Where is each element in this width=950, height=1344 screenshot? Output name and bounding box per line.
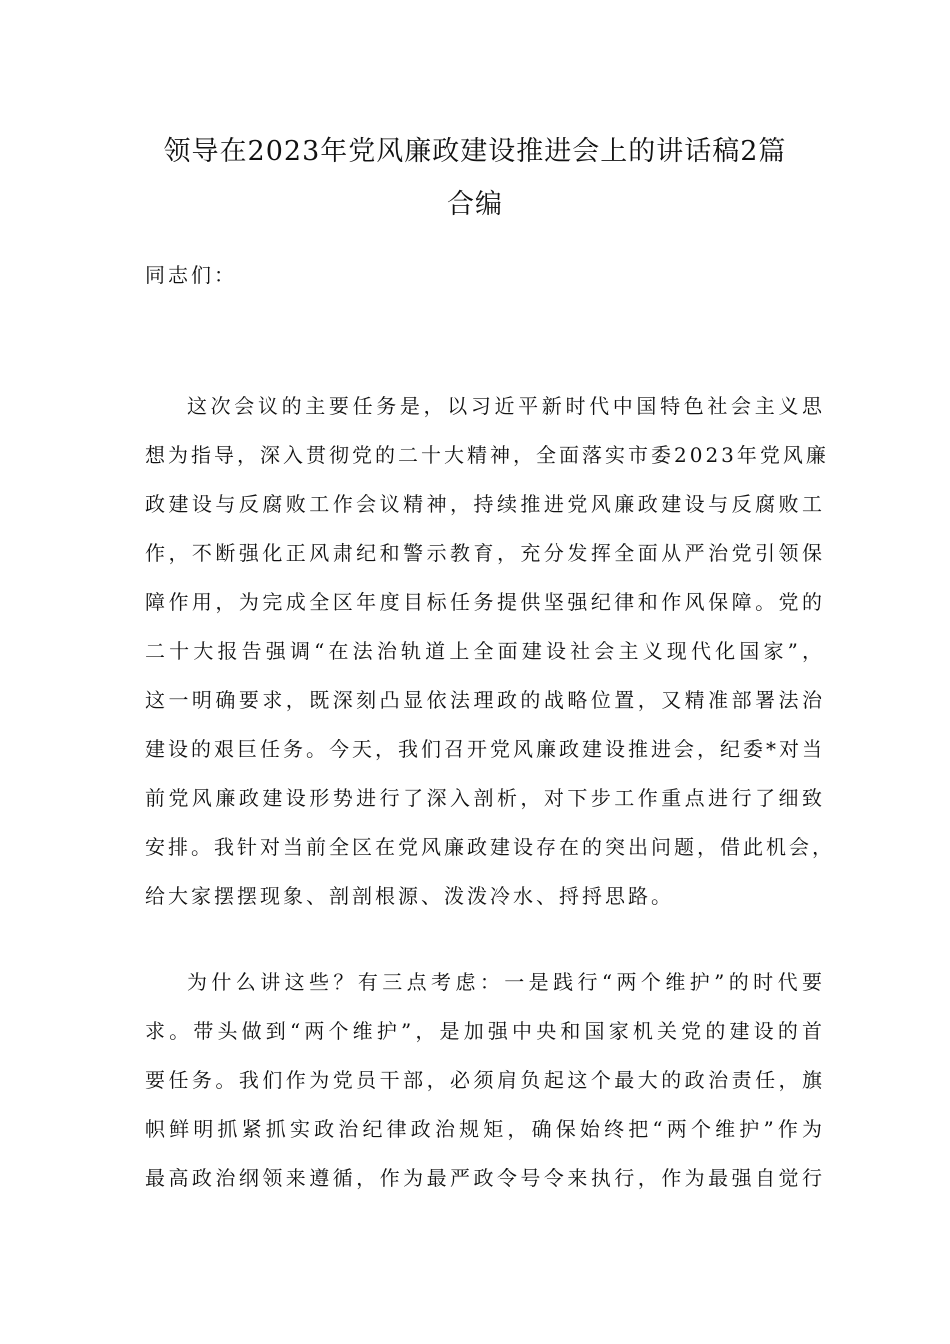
document-title-continued: 合编 bbox=[447, 189, 503, 220]
paragraph-2 bbox=[145, 958, 825, 1203]
paragraph-line: 二十大报告强调“在法治轨道上全面建设社会主义现代化国家”， bbox=[145, 639, 825, 663]
salutation: 同志们： bbox=[145, 263, 237, 287]
paragraph-line: 障作用，为完成全区年度目标任务提供坚强纪律和作风保障。党的 bbox=[145, 590, 825, 614]
document-title: 领导在2023年党风廉政建设推进会上的讲话稿2篇 bbox=[163, 136, 787, 167]
paragraph-line: 这一明确要求，既深刻凸显依法理政的战略位置，又精准部署法治 bbox=[145, 688, 825, 712]
paragraph-1 bbox=[145, 382, 835, 921]
paragraph-line: 求。带头做到“两个维护”，是加强中央和国家机关党的建设的首 bbox=[145, 1019, 825, 1043]
paragraph-line: 这次会议的主要任务是，以习近平新时代中国特色社会主义思 bbox=[187, 394, 825, 418]
paragraph-line: 最高政治纲领来遵循，作为最严政令号令来执行，作为最强自觉行 bbox=[145, 1166, 825, 1190]
paragraph-line: 前党风廉政建设形势进行了深入剖析，对下步工作重点进行了细致 bbox=[145, 786, 825, 810]
paragraph-line: 给大家摆摆现象、剖剖根源、泼泼冷水、捋捋思路。 bbox=[145, 884, 674, 908]
paragraph-line: 政建设与反腐败工作会议精神，持续推进党风廉政建设与反腐败工 bbox=[145, 492, 825, 516]
paragraph-line: 帜鲜明抓紧抓实政治纪律政治规矩，确保始终把“两个维护”作为 bbox=[145, 1117, 825, 1141]
paragraph-line: 建设的艰巨任务。今天，我们召开党风廉政建设推进会，纪委*对当 bbox=[145, 737, 825, 761]
paragraph-line: 想为指导，深入贯彻党的二十大精神，全面落实市委2023年党风廉 bbox=[145, 443, 829, 467]
paragraph-line: 要任务。我们作为党员干部，必须肩负起这个最大的政治责任，旗 bbox=[145, 1068, 825, 1092]
paragraph-line: 为什么讲这些？有三点考虑：一是践行“两个维护”的时代要 bbox=[187, 970, 825, 994]
paragraph-line: 安排。我针对当前全区在党风廉政建设存在的突出问题，借此机会， bbox=[145, 835, 835, 859]
paragraph-line: 作，不断强化正风肃纪和警示教育，充分发挥全面从严治党引领保 bbox=[145, 541, 825, 565]
